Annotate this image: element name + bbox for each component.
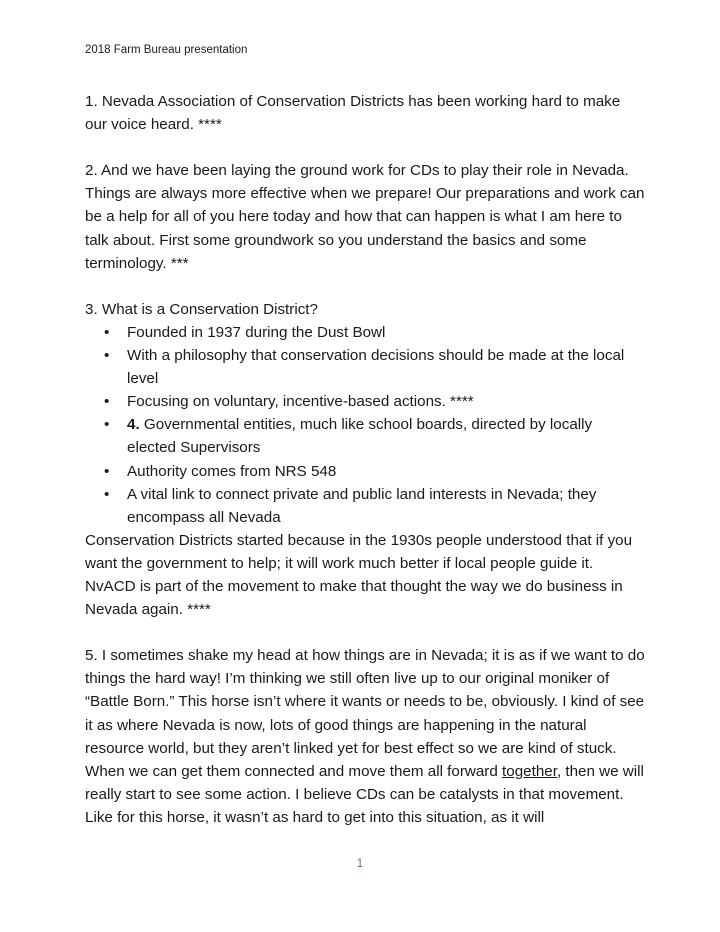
paragraph-5-text-before: 5. I sometimes shake my head at how things are in Nevada; it is as if we want to do things the hard way! I’m thinking we still often live up to our original moniker of “Battle Born.” This horse isn’t where it wants or needs to be, obviously. I kind of see it as where Nevada is now, lots of good things are happening in the natural resource world, but they aren’t linked yet for best effect so we are kind of stuck. When we can get them connected and move them all forward	[85, 647, 645, 780]
list-item	[85, 413, 645, 459]
bullet-glyph: •	[104, 462, 110, 480]
list-item	[85, 390, 645, 413]
list-item	[85, 483, 645, 529]
paragraph-3-heading: 3. What is a Conservation District?	[85, 300, 318, 318]
paragraph-2: 2. And we have been laying the ground work for CDs to play their role in Nevada. Things are always more effective when we prepare! Our preparations and work can be a help for all of you here today and how that can happen is what I am here to talk about. First some groundwork so you understand the basics and some terminology. ***	[85, 162, 645, 272]
bullet-list	[85, 321, 645, 529]
bullet-glyph: •	[104, 347, 110, 365]
page-header: 2018 Farm Bureau presentation	[85, 44, 248, 56]
bullet-glyph: •	[104, 323, 110, 341]
list-item	[85, 321, 645, 344]
document-body	[85, 90, 645, 829]
list-item-text: A vital link to connect private and public land interests in Nevada; they encompass all Nevada	[127, 485, 597, 526]
bullet-glyph: •	[104, 485, 110, 503]
page-number: 1	[356, 858, 364, 870]
list-item	[85, 460, 645, 483]
underlined-word: together	[502, 762, 557, 780]
paragraph-5	[85, 644, 645, 829]
list-item-text: Authority comes from NRS 548	[127, 462, 337, 480]
list-item-text: Governmental entities, much like school boards, directed by locally elected Supervisors	[127, 416, 593, 457]
bullet-glyph: •	[104, 416, 110, 434]
list-item-number: 4.	[127, 416, 140, 434]
list-item-text: Founded in 1937 during the Dust Bowl	[127, 323, 386, 341]
list-item-text: Focusing on voluntary, incentive-based actions. ****	[127, 393, 474, 411]
paragraph-1: 1. Nevada Association of Conservation Districts has been working hard to make our voice heard. ****	[85, 93, 621, 134]
paragraph-5-text-after: , then we will really start to see some action. I believe CDs can be catalysts in that movement. Like for this horse, it wasn’t as hard to get into this situation, as it will	[85, 762, 644, 826]
list-item-text: With a philosophy that conservation decisions should be made at the local level	[127, 347, 625, 388]
paragraph-3-tail: Conservation Districts started because in the 1930s people understood that if you want the government to help; it will work much better if local people guide it. NvACD is part of the movement to make that thought the way we do business in Nevada again. ****	[85, 531, 633, 619]
bullet-glyph: •	[104, 393, 110, 411]
list-item	[85, 344, 645, 390]
